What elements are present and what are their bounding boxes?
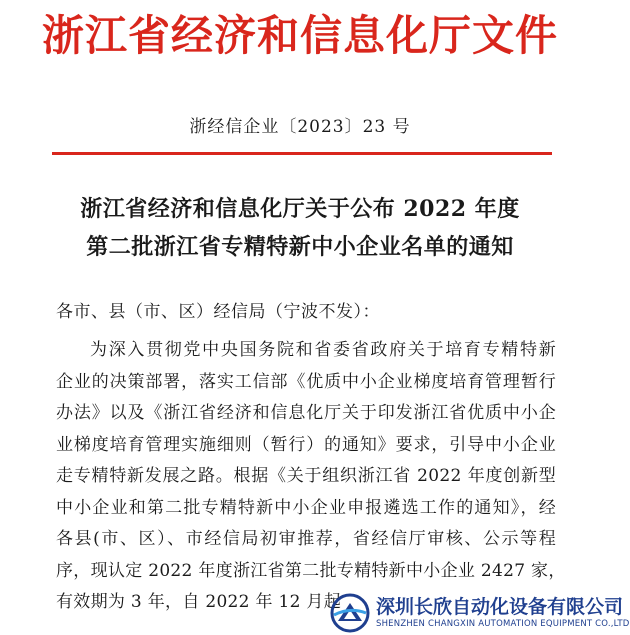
body-line: 办法》以及《浙江省经济和信息化厅关于印发浙江省优质中小企 (56, 403, 556, 423)
salutation: 各市、县（市、区）经信局（宁波不发）： (56, 302, 380, 322)
notice-title-line-1: 浙江省经济和信息化厅关于公布 2022 年度 (80, 196, 520, 222)
watermark-company-name-en: SHENZHEN CHANGXIN AUTOMATION EQUIPMENT CO.,LTD (376, 619, 630, 629)
document-number: 浙经信企业〔2023〕23 号 (189, 117, 411, 137)
document-header-title: 浙江省经济和信息化厅文件 (41, 11, 558, 60)
body-line: 有效期为 3 年，自 2022 年 12 月起 (56, 592, 342, 612)
body-paragraph (56, 335, 566, 619)
notice-title-line-2: 第二批浙江省专精特新中小企业名单的通知 (86, 234, 514, 260)
watermark-company-name-cn: 深圳长欣自动化设备有限公司 (376, 596, 624, 618)
body-line: 各县(市、区）、市经信局初审推荐，省经信厅审核、公示等程 (56, 529, 556, 549)
notice-title (0, 190, 600, 266)
body-line: 序，现认定 2022 年度浙江省第二批专精特新中小企业 2427 家， (56, 560, 566, 581)
body-line: 为深入贯彻党中央国务院和省委省政府关于培育专精特新 (90, 340, 556, 360)
body-line: 业梯度培育管理实施细则（暂行）的通知》要求，引导中小企业 (56, 434, 556, 455)
company-logo-icon (330, 593, 370, 633)
body-line: 企业的决策部署，落实工信部《优质中小企业梯度培育管理暂行 (56, 371, 556, 392)
body-line: 中小企业和第二批专精特新中小企业申报遴选工作的通知》，经 (56, 497, 556, 518)
red-divider-line (52, 152, 552, 155)
company-watermark (330, 591, 630, 635)
body-line: 走专精特新发展之路。根据《关于组织浙江省 2022 年度创新型 (56, 466, 556, 486)
